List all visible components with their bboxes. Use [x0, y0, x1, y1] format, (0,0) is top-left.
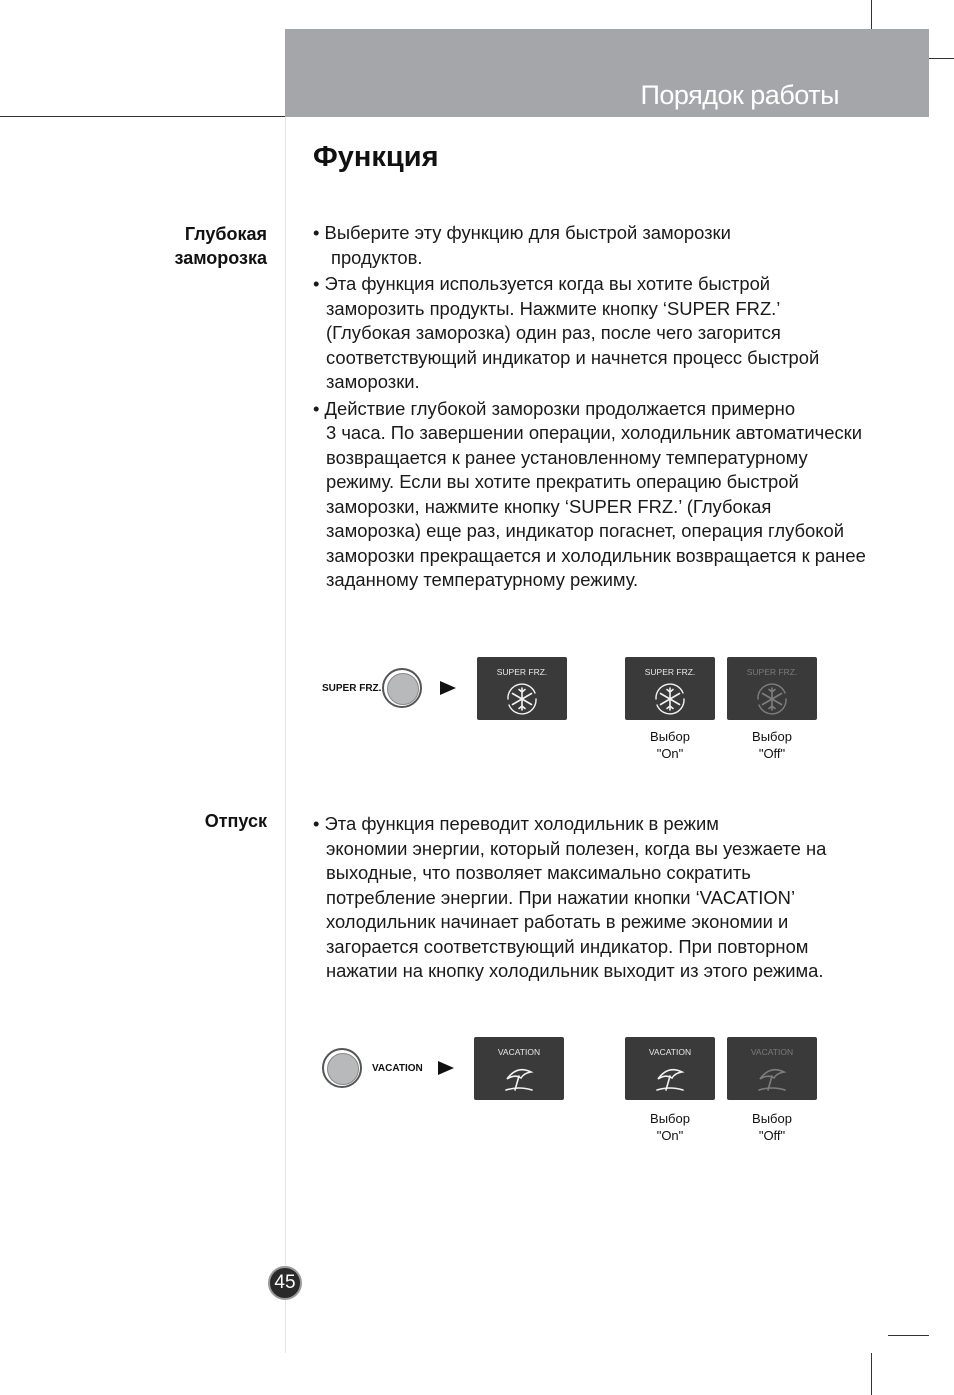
panel-label: SUPER FRZ. [746, 667, 798, 677]
section-label-line: заморозка [174, 248, 267, 268]
vacation-on-panel [625, 1037, 715, 1100]
caption-line: Выбор [650, 1111, 690, 1126]
snowflake-icon [727, 679, 817, 719]
caption-off [727, 1110, 817, 1144]
vacation-button[interactable] [322, 1048, 362, 1088]
super-frz-on-panel [625, 657, 715, 720]
super-frz-off-panel [727, 657, 817, 720]
vacation-off-panel [727, 1037, 817, 1100]
section-label-super-freeze [174, 222, 267, 270]
crop-mark-top-right-v [871, 0, 872, 29]
vacation-first-line: • Эта функция переводит холодильник в режим [313, 813, 719, 834]
arrow-right-icon [438, 1061, 454, 1075]
page-title: Функция [313, 141, 439, 173]
snowflake-icon [477, 679, 567, 719]
snowflake-icon [625, 679, 715, 719]
bullet-item [313, 397, 873, 593]
vacation-button-label: VACATION [372, 1063, 423, 1074]
section-label-vacation: Отпуск [204, 811, 267, 831]
super-frz-button[interactable] [382, 668, 422, 708]
caption-line: "On" [656, 1128, 684, 1143]
super-freeze-text [313, 221, 873, 595]
caption-line: "Off" [758, 746, 786, 761]
caption-line: Выбор [752, 1111, 792, 1126]
bullet-continuation: продуктов. [331, 246, 423, 268]
header-band [285, 29, 929, 117]
caption-line: Выбор [650, 729, 690, 744]
bullet-item [313, 221, 873, 270]
super-frz-display-panel [477, 657, 567, 720]
vacation-display-panel [474, 1037, 564, 1100]
caption-line: "On" [656, 746, 684, 761]
vacation-continuation: экономии энергии, который полезен, когда вы уезжаете на выходные, что позволяет максимально сократить потребление энергии. При нажатии кнопки ‘VACATION’ холодильник начинает работать в режиме экономии и загорается соответствующий индикатор. При повторном нажатии на кнопку холодильник выходит из этого режима. [326, 837, 827, 981]
crop-mark-bottom-right-v [871, 1353, 872, 1395]
beach-umbrella-icon [625, 1059, 715, 1099]
bullet-continuation: 3 часа. По завершении операции, холодильник автоматически возвращается к ранее установленному температурному режиму. Если вы хотите прекратить операцию быстрой заморозки, нажмите кнопку ‘SUPER FRZ.’ (Глубокая заморозка) еще раз, индикатор погаснет, операция глубокой заморозки прекращается и холодильник возвращается к ранее заданному температурному режиму. [326, 422, 866, 590]
super-frz-button-label: SUPER FRZ. [322, 683, 382, 694]
crop-mark-bottom-right-h [888, 1335, 929, 1336]
bullet-first-line: • Выберите эту функцию для быстрой заморозки [313, 222, 731, 243]
section-label-line: Глубокая [184, 224, 267, 244]
panel-label: VACATION [497, 1047, 541, 1057]
beach-umbrella-icon [474, 1059, 564, 1099]
bullet-first-line: • Эта функция используется когда вы хотите быстрой [313, 273, 771, 294]
page-divider-vertical [285, 117, 286, 1353]
caption-on [625, 728, 715, 762]
panel-label: SUPER FRZ. [496, 667, 548, 677]
bullet-first-line: • Действие глубокой заморозки продолжается примерно [313, 397, 796, 419]
bullet-continuation: заморозить продукты. Нажмите кнопку ‘SUPER FRZ.’ (Глубокая заморозка) один раз, после чего загорится соответствующий индикатор и начнется процесс быстрой заморозки. [326, 297, 820, 392]
panel-label: SUPER FRZ. [644, 667, 696, 677]
panel-label: VACATION [648, 1047, 692, 1057]
vacation-text [313, 812, 873, 984]
caption-on [625, 1110, 715, 1144]
panel-label: VACATION [750, 1047, 794, 1057]
beach-umbrella-icon [727, 1059, 817, 1099]
page-number: 45 [268, 1266, 302, 1300]
header-title: Порядок работы [640, 80, 839, 110]
caption-line: "Off" [758, 1128, 786, 1143]
arrow-right-icon [440, 681, 456, 695]
bullet-item [313, 272, 873, 395]
caption-off [727, 728, 817, 762]
caption-line: Выбор [752, 729, 792, 744]
